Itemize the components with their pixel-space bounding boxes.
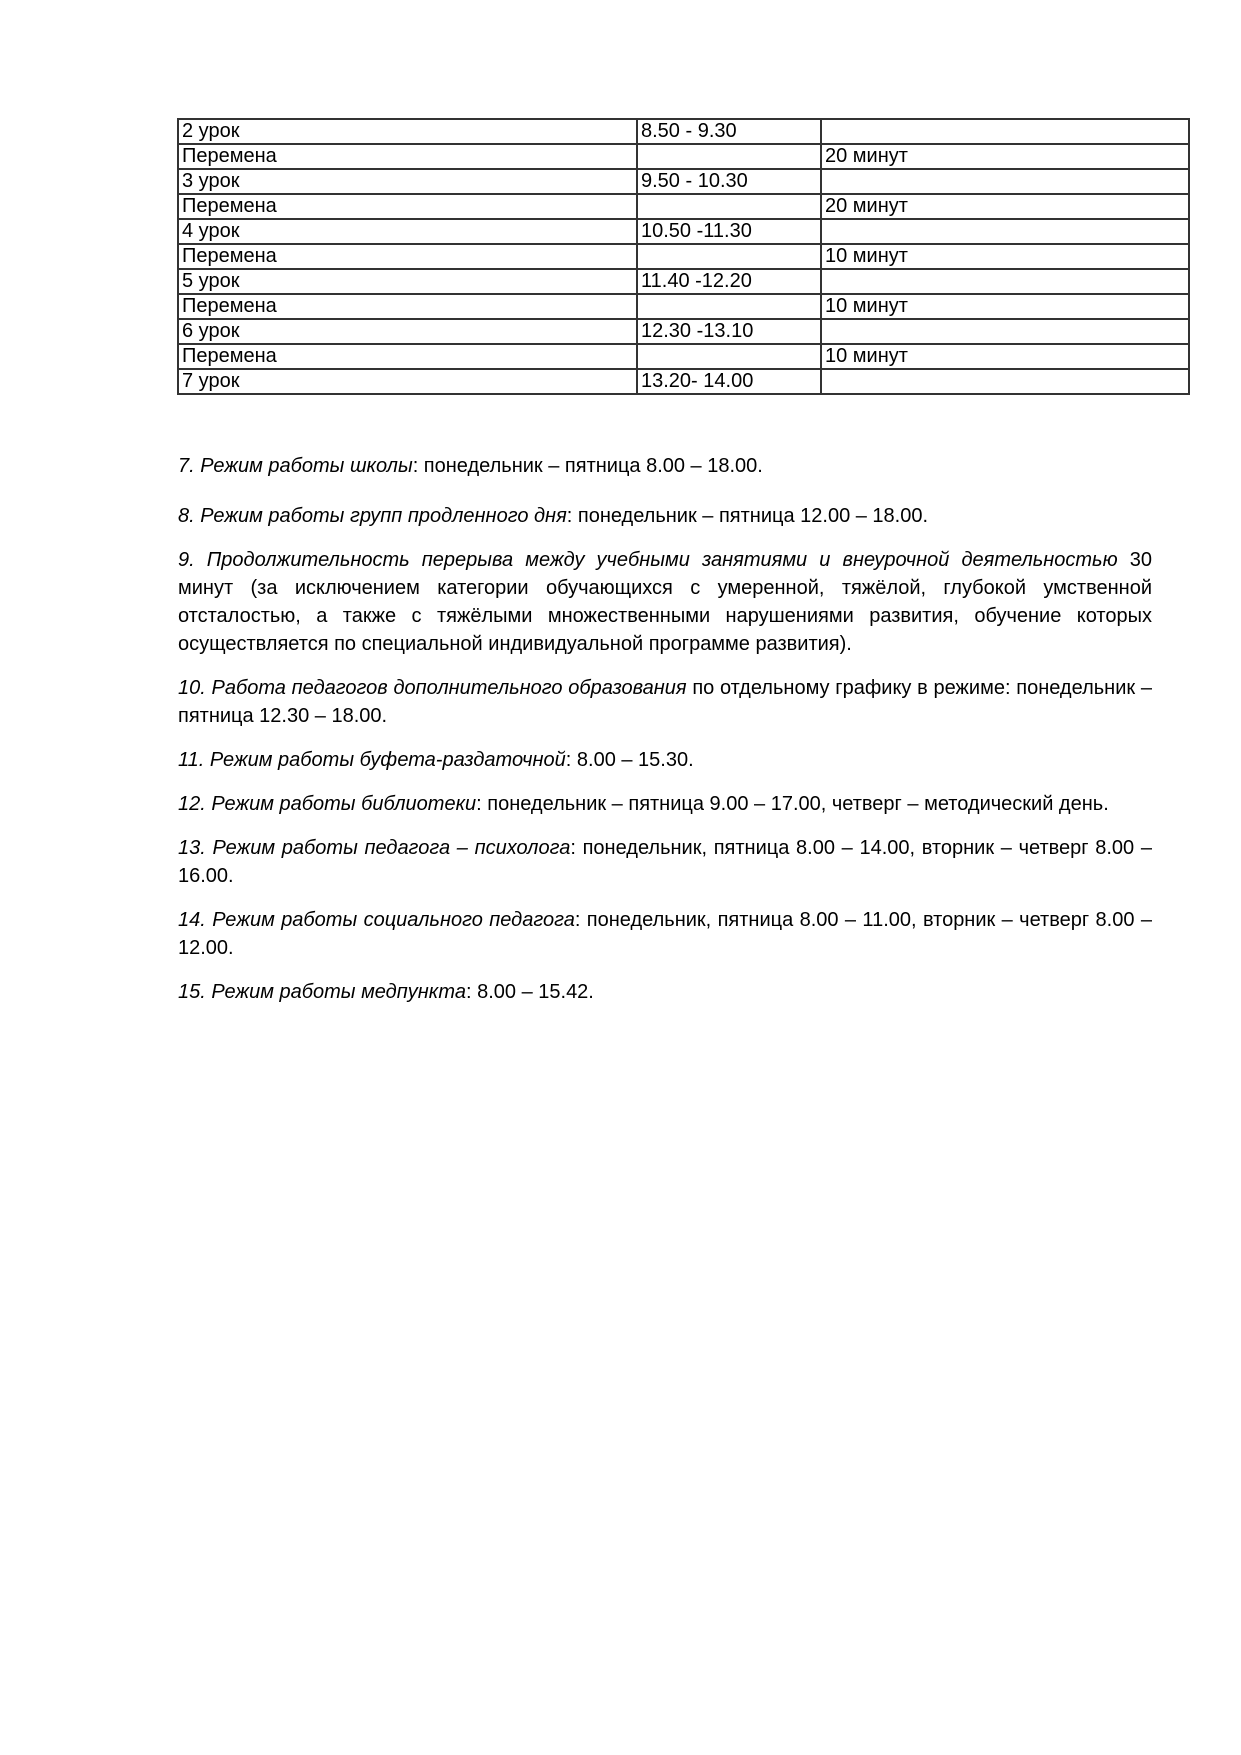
table-row bbox=[178, 144, 1189, 169]
period-time: 10.50 -11.30 bbox=[637, 219, 821, 244]
period-duration bbox=[821, 369, 1189, 394]
period-name: Перемена bbox=[178, 244, 637, 269]
period-name: 6 урок bbox=[178, 319, 637, 344]
paragraph-library-hours bbox=[178, 790, 1152, 818]
period-time: 12.30 -13.10 bbox=[637, 319, 821, 344]
paragraph-label: 10. Работа педагогов дополнительного образования bbox=[178, 677, 687, 699]
period-name: Перемена bbox=[178, 294, 637, 319]
paragraph-additional-education bbox=[178, 674, 1152, 730]
paragraph-break-duration bbox=[178, 546, 1152, 658]
table-row bbox=[178, 119, 1189, 144]
paragraph-label: 15. Режим работы медпункта bbox=[178, 981, 466, 1003]
table-row bbox=[178, 319, 1189, 344]
table-row bbox=[178, 169, 1189, 194]
period-duration: 10 минут bbox=[821, 344, 1189, 369]
period-duration: 10 минут bbox=[821, 294, 1189, 319]
paragraph-text: : понедельник, пятница 8.00 – 11.00, вторник – четверг 8.00 – 12.00. bbox=[178, 909, 1152, 959]
paragraph-medical-office-hours bbox=[178, 978, 1152, 1006]
paragraph-label: 11. Режим работы буфета-раздаточной bbox=[178, 749, 566, 771]
period-duration: 20 минут bbox=[821, 144, 1189, 169]
period-time: 8.50 - 9.30 bbox=[637, 119, 821, 144]
paragraph-label: 8. Режим работы групп продленного дня bbox=[178, 505, 567, 527]
period-time: 11.40 -12.20 bbox=[637, 269, 821, 294]
period-name: Перемена bbox=[178, 144, 637, 169]
paragraph-buffet-hours bbox=[178, 746, 1152, 774]
table-row bbox=[178, 194, 1189, 219]
period-duration bbox=[821, 219, 1189, 244]
period-name: Перемена bbox=[178, 194, 637, 219]
paragraph-label: 13. Режим работы педагога – психолога bbox=[178, 837, 571, 859]
period-time bbox=[637, 344, 821, 369]
paragraph-text: : понедельник – пятница 8.00 – 18.00. bbox=[412, 455, 763, 477]
paragraph-text: : 8.00 – 15.42. bbox=[465, 981, 594, 1003]
table-row bbox=[178, 344, 1189, 369]
regulations-list bbox=[178, 452, 1152, 1022]
table-row bbox=[178, 244, 1189, 269]
period-name: 2 урок bbox=[178, 119, 637, 144]
period-duration bbox=[821, 269, 1189, 294]
period-name: 3 урок bbox=[178, 169, 637, 194]
paragraph-text: : 8.00 – 15.30. bbox=[565, 749, 694, 771]
period-duration: 20 минут bbox=[821, 194, 1189, 219]
paragraph-label: 12. Режим работы библиотеки bbox=[178, 793, 477, 815]
period-time bbox=[637, 144, 821, 169]
period-duration bbox=[821, 119, 1189, 144]
lesson-schedule-table bbox=[177, 118, 1190, 395]
table-row bbox=[178, 369, 1189, 394]
period-duration: 10 минут bbox=[821, 244, 1189, 269]
paragraph-text: по отдельному графику в режиме: понедельник – пятница 12.30 – 18.00. bbox=[178, 677, 1152, 727]
paragraph-extended-day-hours bbox=[178, 502, 1152, 530]
period-name: 7 урок bbox=[178, 369, 637, 394]
period-name: 5 урок bbox=[178, 269, 637, 294]
paragraph-social-pedagogue-hours bbox=[178, 906, 1152, 962]
paragraph-psychologist-hours bbox=[178, 834, 1152, 890]
paragraph-label: 14. Режим работы социального педагога bbox=[178, 909, 575, 931]
table-row bbox=[178, 219, 1189, 244]
period-time: 9.50 - 10.30 bbox=[637, 169, 821, 194]
period-time bbox=[637, 194, 821, 219]
paragraph-label: 7. Режим работы школы bbox=[178, 455, 413, 477]
paragraph-label: 9. Продолжительность перерыва между учебными занятиями и внеурочной деятельностью bbox=[178, 549, 1118, 571]
paragraph-text: : понедельник, пятница 8.00 – 14.00, вторник – четверг 8.00 – 16.00. bbox=[178, 837, 1152, 887]
paragraph-school-hours bbox=[178, 452, 1152, 480]
table-row bbox=[178, 269, 1189, 294]
period-time: 13.20- 14.00 bbox=[637, 369, 821, 394]
paragraph-text: : понедельник – пятница 9.00 – 17.00, четверг – методический день. bbox=[476, 793, 1109, 815]
period-time bbox=[637, 294, 821, 319]
period-duration bbox=[821, 169, 1189, 194]
paragraph-text: 30 минут (за исключением категории обучающихся с умеренной, тяжёлой, глубокой умственной отсталостью, а также с тяжёлыми множественными нарушениями развития, обучение которых осуществляется по специальной индивидуальной программе развития). bbox=[178, 549, 1152, 655]
period-name: 4 урок bbox=[178, 219, 637, 244]
period-time bbox=[637, 244, 821, 269]
period-duration bbox=[821, 319, 1189, 344]
period-name: Перемена bbox=[178, 344, 637, 369]
paragraph-text: : понедельник – пятница 12.00 – 18.00. bbox=[566, 505, 929, 527]
table-row bbox=[178, 294, 1189, 319]
